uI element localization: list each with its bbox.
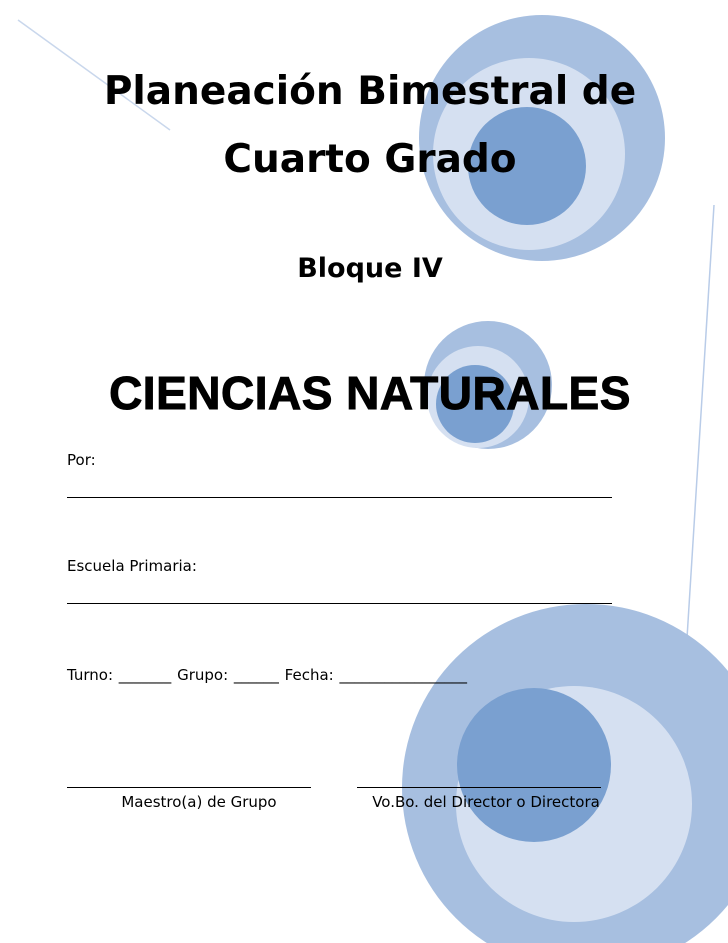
director-signature-line xyxy=(357,787,601,788)
shift-group-date-line: Turno: _______ Grupo: ______ Fecha: _________________ xyxy=(67,666,467,684)
teacher-signature-label: Maestro(a) de Grupo xyxy=(121,793,277,811)
author-label: Por: xyxy=(67,451,96,469)
bottom-circle-group xyxy=(402,604,728,943)
page-title-line-2: Cuarto Grado xyxy=(223,137,517,182)
author-fill-line xyxy=(67,497,612,498)
subject-heading: CIENCIAS NATURALES xyxy=(109,367,631,419)
school-label: Escuela Primaria: xyxy=(67,557,197,575)
block-heading: Bloque IV xyxy=(297,253,443,284)
page-title-line-1: Planeación Bimestral de xyxy=(103,69,637,114)
school-fill-line xyxy=(67,603,612,604)
teacher-signature-line xyxy=(67,787,311,788)
director-signature-label: Vo.Bo. del Director o Directora xyxy=(372,793,600,811)
